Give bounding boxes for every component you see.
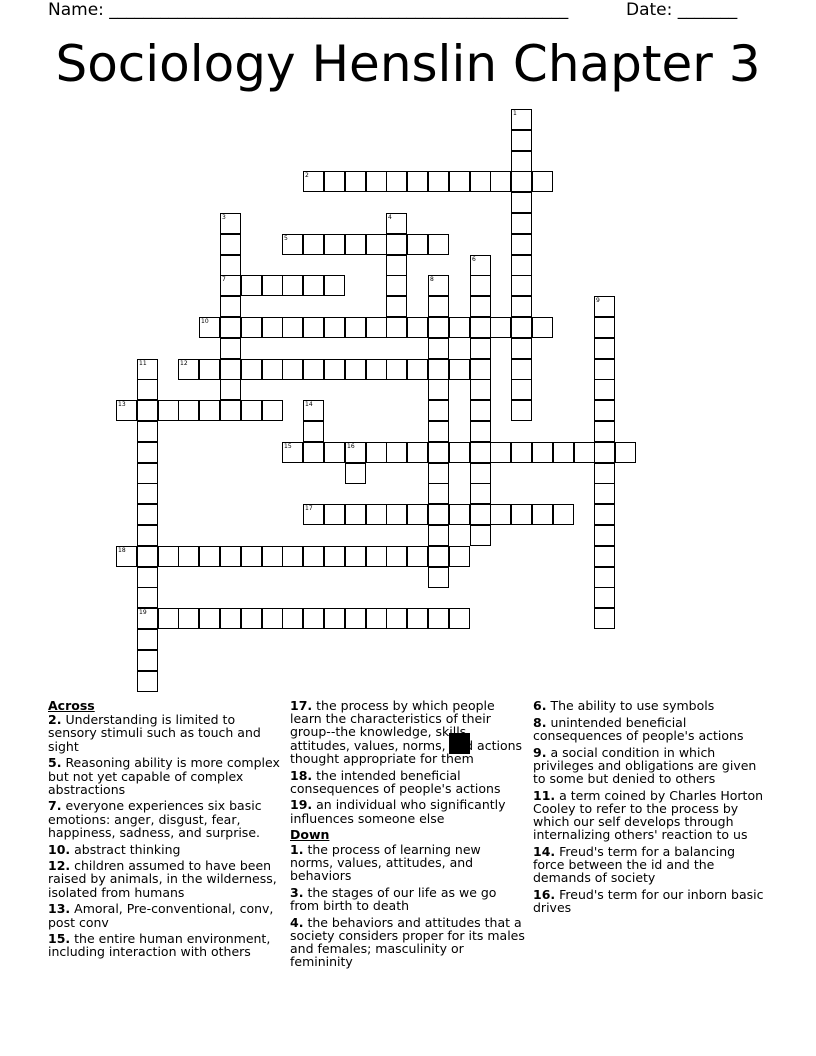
crossword-cell[interactable] <box>470 359 491 380</box>
clue-down-4: 4. the behaviors and attitudes that a society considers proper for its males and females; masculinity or femininity <box>290 914 525 970</box>
crossword-cell[interactable] <box>220 379 241 400</box>
crossword-cell[interactable] <box>511 359 532 380</box>
crossword-cell[interactable] <box>594 359 615 380</box>
crossword-cell[interactable] <box>220 317 241 338</box>
crossword-cell[interactable] <box>428 234 449 255</box>
crossword-cell[interactable] <box>366 317 387 338</box>
crossword-cell[interactable] <box>574 442 595 463</box>
crossword-cell[interactable] <box>262 275 283 296</box>
clue-number: 10 <box>201 318 209 325</box>
crossword-cell[interactable] <box>386 317 407 338</box>
crossword-cell[interactable] <box>511 192 532 213</box>
crossword-cell[interactable] <box>428 421 449 442</box>
crossword-cell[interactable] <box>137 421 158 442</box>
date-line: _______ <box>677 0 738 20</box>
clue-number: 9 <box>596 297 600 304</box>
crossword-cell[interactable] <box>470 421 491 442</box>
crossword-cell[interactable] <box>386 546 407 567</box>
crossword-cell[interactable] <box>199 317 220 338</box>
crossword-cell[interactable] <box>303 608 324 629</box>
crossword-cell[interactable] <box>116 546 137 567</box>
crossword-cell[interactable] <box>490 317 511 338</box>
crossword-cell[interactable] <box>594 296 615 317</box>
crossword-cell[interactable] <box>241 317 262 338</box>
crossword-cell[interactable] <box>407 234 428 255</box>
crossword-cell[interactable] <box>470 442 491 463</box>
crossword-cell[interactable] <box>428 483 449 504</box>
crossword-cell[interactable] <box>241 608 262 629</box>
crossword-cell[interactable] <box>470 379 491 400</box>
crossword-cell[interactable] <box>386 296 407 317</box>
crossword-cell[interactable] <box>449 546 470 567</box>
clue-number: 2 <box>305 172 309 179</box>
crossword-cell[interactable] <box>345 171 366 192</box>
crossword-cell[interactable] <box>511 130 532 151</box>
clue-across-13: 13. Amoral, Pre-conventional, conv, post conv <box>48 901 274 930</box>
clue-number: 11 <box>139 360 147 367</box>
crossword-cell[interactable] <box>220 546 241 567</box>
crossword-cell[interactable] <box>241 359 262 380</box>
crossword-cell[interactable] <box>324 546 345 567</box>
crossword-cell[interactable] <box>428 338 449 359</box>
page-title: Sociology Henslin Chapter 3 <box>55 35 761 93</box>
crossword-cell[interactable] <box>386 608 407 629</box>
crossword-cell[interactable] <box>366 359 387 380</box>
crossword-cell[interactable] <box>366 171 387 192</box>
crossword-cell[interactable] <box>594 421 615 442</box>
crossword-cell[interactable] <box>324 359 345 380</box>
crossword-cell[interactable] <box>220 234 241 255</box>
clue-number: 13 <box>118 401 126 408</box>
crossword-cell[interactable] <box>449 504 470 525</box>
crossword-cell[interactable] <box>220 608 241 629</box>
crossword-cell[interactable] <box>303 359 324 380</box>
crossword-cell[interactable] <box>428 608 449 629</box>
clue-number: 8 <box>430 276 434 283</box>
down-heading: Down <box>290 827 330 843</box>
crossword-cell[interactable] <box>303 400 324 421</box>
crossword-cell[interactable] <box>220 213 241 234</box>
crossword-cell[interactable] <box>137 650 158 671</box>
crossword-cell[interactable] <box>428 275 449 296</box>
crossword-cell[interactable] <box>282 234 303 255</box>
clue-number: 16 <box>347 443 355 450</box>
crossword-cell[interactable] <box>137 629 158 650</box>
crossword-cell[interactable] <box>116 400 137 421</box>
crossword-cell[interactable] <box>241 275 262 296</box>
crossword-cell[interactable] <box>428 463 449 484</box>
crossword-cell[interactable] <box>386 171 407 192</box>
crossword-cell[interactable] <box>220 359 241 380</box>
crossword-cell[interactable] <box>428 400 449 421</box>
crossword-cell[interactable] <box>303 546 324 567</box>
crossword-cell[interactable] <box>511 213 532 234</box>
crossword-cell[interactable] <box>470 463 491 484</box>
clue-column-1 <box>48 699 280 962</box>
crossword-cell[interactable] <box>470 171 491 192</box>
crossword-cell[interactable] <box>594 608 615 629</box>
clue-across-12: 12. children assumed to have been raised by animals, in the wilderness, isolated from humans <box>48 858 277 900</box>
clue-number: 4 <box>388 214 392 221</box>
crossword-cell[interactable] <box>282 442 303 463</box>
crossword-cell[interactable] <box>511 171 532 192</box>
crossword-cell[interactable] <box>428 442 449 463</box>
crossword-cell[interactable] <box>594 567 615 588</box>
crossword-cell[interactable] <box>303 275 324 296</box>
crossword-cell[interactable] <box>428 359 449 380</box>
crossword-cell[interactable] <box>511 296 532 317</box>
crossword-cell[interactable] <box>324 442 345 463</box>
crossword-cell[interactable] <box>345 463 366 484</box>
crossword-cell[interactable] <box>366 546 387 567</box>
clue-across-10: 10. abstract thinking <box>48 841 181 857</box>
crossword-cell[interactable] <box>158 546 179 567</box>
clue-down-1: 1. the process of learning new norms, values, attitudes, and behaviors <box>290 841 481 883</box>
crossword-cell[interactable] <box>594 483 615 504</box>
crossword-cell[interactable] <box>594 525 615 546</box>
crossword-cell[interactable] <box>303 504 324 525</box>
crossword-cell[interactable] <box>511 275 532 296</box>
crossword-cell[interactable] <box>324 317 345 338</box>
clue-down-9: 9. a social condition in which privileges and obligations are given to some but denied to others <box>533 744 757 787</box>
crossword-cell[interactable] <box>220 296 241 317</box>
crossword-cell[interactable] <box>407 442 428 463</box>
crossword-cell[interactable] <box>532 442 553 463</box>
crossword-cell[interactable] <box>594 442 615 463</box>
across-heading: Across <box>48 698 95 713</box>
clue-number: 15 <box>284 443 292 450</box>
clue-across-2: 2. Understanding is limited to sensory stimuli such as touch and sight <box>48 712 261 754</box>
crossword-cell[interactable] <box>532 171 553 192</box>
crossword-cell[interactable] <box>428 525 449 546</box>
crossword-cell[interactable] <box>137 608 158 629</box>
crossword-cell[interactable] <box>490 442 511 463</box>
crossword-cell[interactable] <box>262 317 283 338</box>
crossword-cell[interactable] <box>324 234 345 255</box>
crossword-cell[interactable] <box>386 359 407 380</box>
crossword-cell[interactable] <box>220 400 241 421</box>
crossword-cell[interactable] <box>594 379 615 400</box>
crossword-cell[interactable] <box>324 171 345 192</box>
crossword-cell[interactable] <box>262 359 283 380</box>
crossword-cell[interactable] <box>428 379 449 400</box>
crossword-cell[interactable] <box>303 171 324 192</box>
clue-number: 14 <box>305 401 313 408</box>
crossword-cell[interactable] <box>470 483 491 504</box>
crossword-cell[interactable] <box>137 379 158 400</box>
crossword-cell[interactable] <box>345 317 366 338</box>
crossword-cell[interactable] <box>594 587 615 608</box>
clue-number: 18 <box>118 547 126 554</box>
crossword-cell[interactable] <box>137 504 158 525</box>
crossword-cell[interactable] <box>366 234 387 255</box>
clue-number: 3 <box>222 214 226 221</box>
clue-number: 19 <box>139 609 147 616</box>
crossword-cell[interactable] <box>511 151 532 172</box>
crossword-cell[interactable] <box>241 400 262 421</box>
crossword-cell[interactable] <box>262 608 283 629</box>
crossword-cell[interactable] <box>407 504 428 525</box>
crossword-cell[interactable] <box>345 359 366 380</box>
clue-number: 6 <box>472 256 476 263</box>
crossword-cell[interactable] <box>345 504 366 525</box>
crossword-cell[interactable] <box>407 608 428 629</box>
crossword-cell[interactable] <box>137 587 158 608</box>
clue-down-11: 11. a term coined by Charles Horton Cooley to refer to the process by which our self develops through internalizing others' reaction to us <box>533 787 764 843</box>
crossword-cell[interactable] <box>345 546 366 567</box>
date-label: Date: <box>626 0 673 20</box>
crossword-cell[interactable] <box>407 359 428 380</box>
crossword-cell[interactable] <box>594 504 615 525</box>
crossword-cell[interactable] <box>178 546 199 567</box>
clue-across-19: 19. an individual who significantly influences someone else <box>290 797 506 826</box>
crossword-cell[interactable] <box>137 671 158 692</box>
crossword-cell[interactable] <box>324 275 345 296</box>
crossword-cell[interactable] <box>137 567 158 588</box>
crossword-cell[interactable] <box>303 442 324 463</box>
crossword-cell[interactable] <box>511 379 532 400</box>
crossword-cell[interactable] <box>282 359 303 380</box>
crossword-cell[interactable] <box>303 234 324 255</box>
clue-across-7: 7. everyone experiences six basic emotions: anger, disgust, fear, happiness, sadness, and surprise. <box>48 798 262 840</box>
crossword-cell[interactable] <box>407 317 428 338</box>
crossword-cell[interactable] <box>428 567 449 588</box>
crossword-cell[interactable] <box>470 338 491 359</box>
crossword-cell[interactable] <box>449 359 470 380</box>
crossword-cell[interactable] <box>470 255 491 276</box>
crossword-cell[interactable] <box>386 504 407 525</box>
crossword-cell[interactable] <box>137 400 158 421</box>
clue-number: 17 <box>305 505 313 512</box>
clue-across-5: 5. Reasoning ability is more complex but not yet capable of complex abstractions <box>48 755 280 797</box>
crossword-cell[interactable] <box>428 504 449 525</box>
clue-across-18: 18. the intended beneficial consequences of people's actions <box>290 767 501 796</box>
crossword-cell[interactable] <box>511 317 532 338</box>
crossword-cell[interactable] <box>428 296 449 317</box>
crossword-cell[interactable] <box>303 421 324 442</box>
clue-down-3: 3. the stages of our life as we go from birth to death <box>290 884 497 913</box>
crossword-cell[interactable] <box>199 359 220 380</box>
crossword-cell[interactable] <box>324 504 345 525</box>
crossword-cell[interactable] <box>553 504 574 525</box>
crossword-cell[interactable] <box>407 546 428 567</box>
crossword-cell[interactable] <box>490 504 511 525</box>
clue-column-2 <box>290 699 526 972</box>
crossword-cell[interactable] <box>511 234 532 255</box>
crossword-cell[interactable] <box>345 234 366 255</box>
clue-down-6: 6. The ability to use symbols <box>533 698 715 713</box>
crossword-cell[interactable] <box>199 546 220 567</box>
clue-across-15: 15. the entire human environment, including interaction with others <box>48 931 271 960</box>
clue-column-3 <box>533 699 769 918</box>
crossword-cell[interactable] <box>137 442 158 463</box>
crossword-cell[interactable] <box>594 317 615 338</box>
crossword-cell[interactable] <box>511 504 532 525</box>
crossword-cell[interactable] <box>178 359 199 380</box>
crossword-cell[interactable] <box>137 359 158 380</box>
crossword-cell[interactable] <box>220 255 241 276</box>
crossword-cell[interactable] <box>532 317 553 338</box>
clue-number: 1 <box>513 110 517 117</box>
crossword-cell[interactable] <box>158 400 179 421</box>
clue-down-14: 14. Freud's term for a balancing force between the id and the demands of society <box>533 844 736 886</box>
crossword-cell[interactable] <box>199 608 220 629</box>
crossword-cell[interactable] <box>366 442 387 463</box>
crossword-cell[interactable] <box>449 608 470 629</box>
crossword-cell[interactable] <box>282 546 303 567</box>
crossword-cell[interactable] <box>428 171 449 192</box>
crossword-cell[interactable] <box>532 504 553 525</box>
crossword-cell[interactable] <box>345 608 366 629</box>
crossword-cell[interactable] <box>386 234 407 255</box>
crossword-cell[interactable] <box>428 546 449 567</box>
crossword-cell[interactable] <box>594 546 615 567</box>
crossword-cell[interactable] <box>220 338 241 359</box>
crossword-cell[interactable] <box>262 546 283 567</box>
name-label: Name: <box>48 0 104 20</box>
crossword-cell[interactable] <box>282 317 303 338</box>
crossword-cell[interactable] <box>158 608 179 629</box>
crossword-cell[interactable] <box>449 442 470 463</box>
crossword-cell[interactable] <box>407 171 428 192</box>
crossword-cell[interactable] <box>386 213 407 234</box>
clue-number: 5 <box>284 235 288 242</box>
crossword-cell[interactable] <box>470 317 491 338</box>
crossword-cell[interactable] <box>553 442 574 463</box>
crossword-cell[interactable] <box>282 275 303 296</box>
crossword-cell[interactable] <box>324 608 345 629</box>
crossword-cell[interactable] <box>511 400 532 421</box>
crossword-cell[interactable] <box>490 171 511 192</box>
crossword-cell[interactable] <box>178 608 199 629</box>
crossword-cell[interactable] <box>241 546 262 567</box>
crossword-cell[interactable] <box>511 109 532 130</box>
crossword-cell[interactable] <box>282 608 303 629</box>
crossword-cell[interactable] <box>220 275 241 296</box>
crossword-cell[interactable] <box>449 171 470 192</box>
crossword-cell[interactable] <box>470 296 491 317</box>
crossword-cell[interactable] <box>386 255 407 276</box>
crossword-cell[interactable] <box>470 525 491 546</box>
crossword-cell[interactable] <box>366 504 387 525</box>
crossword-cell[interactable] <box>137 463 158 484</box>
crossword-cell[interactable] <box>386 275 407 296</box>
crossword-cell[interactable] <box>470 504 491 525</box>
crossword-cell[interactable] <box>428 317 449 338</box>
crossword-cell[interactable] <box>470 275 491 296</box>
crossword-cell[interactable] <box>386 442 407 463</box>
crossword-cell[interactable] <box>511 442 532 463</box>
clue-down-8: 8. unintended beneficial consequences of people's actions <box>533 714 744 743</box>
crossword-cell[interactable] <box>615 442 636 463</box>
crossword-cell[interactable] <box>449 317 470 338</box>
clue-down-16: 16. Freud's term for our inborn basic drives <box>533 887 764 916</box>
clue-number: 7 <box>222 276 226 283</box>
crossword-cell[interactable] <box>594 463 615 484</box>
crossword-cell[interactable] <box>178 400 199 421</box>
name-line: ______________________________________________________ <box>109 0 569 20</box>
clue-number: 12 <box>180 360 188 367</box>
crossword-cell[interactable] <box>511 338 532 359</box>
crossword-cell[interactable] <box>594 400 615 421</box>
crossword-cell[interactable] <box>470 400 491 421</box>
crossword-cell[interactable] <box>137 546 158 567</box>
crossword-cell[interactable] <box>199 400 220 421</box>
crossword-cell[interactable] <box>137 525 158 546</box>
crossword-cell[interactable] <box>366 608 387 629</box>
crossword-cell[interactable] <box>511 255 532 276</box>
crossword-cell[interactable] <box>303 317 324 338</box>
crossword-cell[interactable] <box>345 442 366 463</box>
crossword-cell[interactable] <box>594 338 615 359</box>
crossword-cell[interactable] <box>262 400 283 421</box>
clue-across-17: 17. the process by which people learn the characteristics of their group--the knowledge, skills, attitudes, values, norms, and actions thought appropriate for them <box>290 698 523 766</box>
crossword-cell[interactable] <box>137 483 158 504</box>
